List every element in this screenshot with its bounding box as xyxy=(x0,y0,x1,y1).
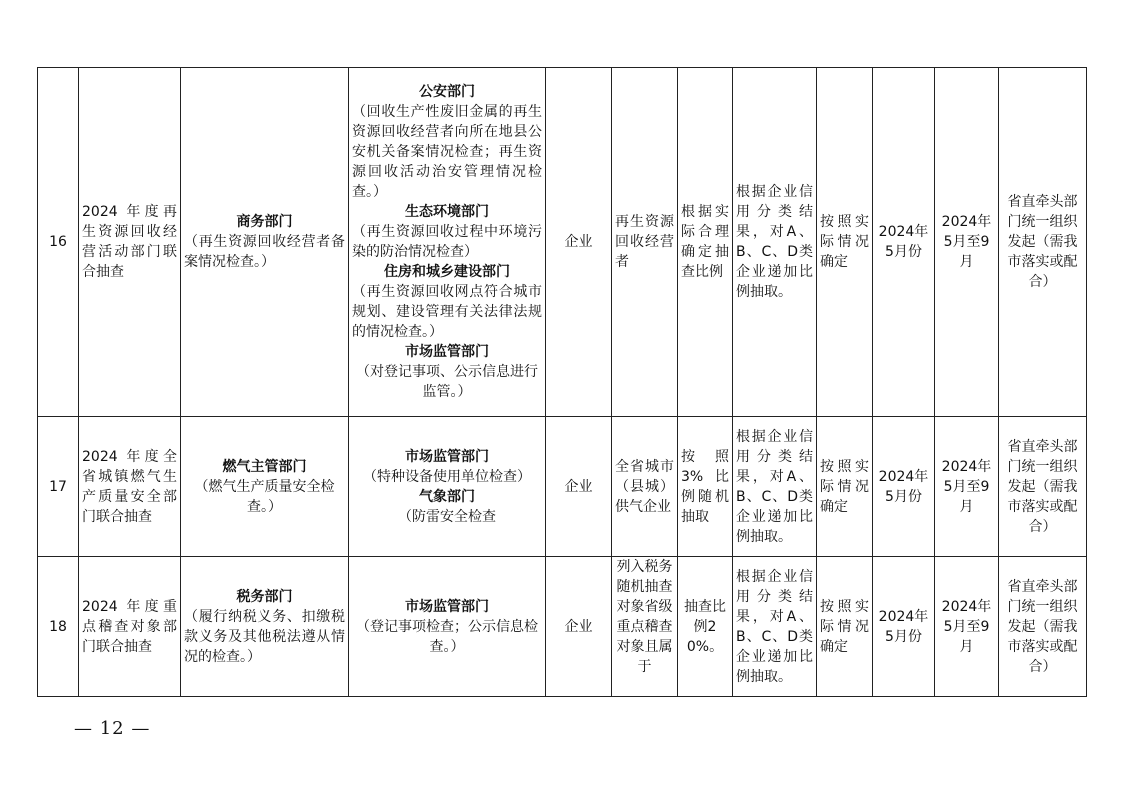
lead-department-cell xyxy=(181,417,349,557)
task-name: 2024 年度再生资源回收经营活动部门联合抽查 xyxy=(79,68,181,417)
start-time: 2024年5月份 xyxy=(873,417,935,557)
object-scope: 再生资源回收经营者 xyxy=(612,68,678,417)
object-type: 企业 xyxy=(546,417,612,557)
inspection-method: 根据企业信用分类结果，对A、B、C、D类企业递加比例抽取。 xyxy=(733,417,817,557)
inspection-frequency: 按照实际情况确定 xyxy=(817,68,873,417)
inspection-period: 2024年5月至9月 xyxy=(935,557,999,697)
task-name: 2024 年度全省城镇燃气生产质量安全部门联合抽查 xyxy=(79,417,181,557)
start-time: 2024年5月份 xyxy=(873,68,935,417)
table-row xyxy=(38,557,1087,697)
lead-department-note: （燃气生产质量安全检查。） xyxy=(194,478,335,515)
coop-department-note: （登记事项检查；公示信息检查。） xyxy=(356,618,538,655)
remark: 省直牵头部门统一组织发起（需我市落实或配合） xyxy=(999,68,1087,417)
table-row xyxy=(38,417,1087,557)
lead-department: 税务部门 xyxy=(236,588,293,605)
inspection-table xyxy=(37,67,1087,697)
lead-department-cell xyxy=(181,557,349,697)
coop-department-note: （特种设备使用单位检查） xyxy=(363,468,531,485)
inspection-method: 根据企业信用分类结果，对A、B、C、D类企业递加比例抽取。 xyxy=(733,557,817,697)
coop-department: 市场监管部门 xyxy=(405,448,489,465)
inspection-period: 2024年5月至9月 xyxy=(935,68,999,417)
coop-department-note: （防雷安全检查 xyxy=(398,508,496,525)
object-type: 企业 xyxy=(546,557,612,697)
inspection-ratio: 抽查比例20%。 xyxy=(678,557,733,697)
cooperating-departments-cell xyxy=(349,557,546,697)
inspection-frequency: 按照实际情况确定 xyxy=(817,417,873,557)
coop-department: 公安部门 xyxy=(419,84,475,100)
coop-department: 气象部门 xyxy=(419,488,475,505)
start-time: 2024年5月份 xyxy=(873,557,935,697)
task-name: 2024 年度重点稽查对象部门联合抽查 xyxy=(79,557,181,697)
page-number: — 12 — xyxy=(74,718,151,739)
coop-department-note: （对登记事项、公示信息进行监管。） xyxy=(356,364,538,400)
coop-department-note: （再生资源回收网点符合城市规划、建设管理有关法律法规的情况检查。） xyxy=(352,284,542,340)
lead-department: 燃气主管部门 xyxy=(222,458,307,475)
coop-department: 住房和城乡建设部门 xyxy=(384,264,510,280)
cooperating-departments-cell xyxy=(349,417,546,557)
row-number: 17 xyxy=(38,417,79,557)
object-scope: 全省城市（县城）供气企业 xyxy=(612,417,678,557)
inspection-frequency: 按照实际情况确定 xyxy=(817,557,873,697)
row-number: 18 xyxy=(38,557,79,697)
lead-department-note: （履行纳税义务、扣缴税款义务及其他税法遵从情况的检查。） xyxy=(184,608,345,665)
table-row xyxy=(38,68,1087,417)
object-type: 企业 xyxy=(546,68,612,417)
remark: 省直牵头部门统一组织发起（需我市落实或配合） xyxy=(999,557,1087,697)
lead-department: 商务部门 xyxy=(236,214,293,230)
coop-department-note: （再生资源回收过程中环境污染的防治情况检查） xyxy=(352,224,542,260)
coop-department: 市场监管部门 xyxy=(405,598,489,615)
coop-department-note: （回收生产性废旧金属的再生资源回收经营者向所在地县公安机关备案情况检查；再生资源回收活动治安管理情况检查。） xyxy=(352,104,542,200)
inspection-ratio: 按照3%比例随机抽取 xyxy=(678,417,733,557)
inspection-method: 根据企业信用分类结果，对A、B、C、D类企业递加比例抽取。 xyxy=(733,68,817,417)
lead-department-note: （再生资源回收经营者备案情况检查。） xyxy=(184,234,345,270)
object-scope: 列入税务随机抽查对象省级重点稽查对象且属于 xyxy=(616,559,673,675)
coop-department: 生态环境部门 xyxy=(405,204,489,220)
lead-department-cell xyxy=(181,68,349,417)
remark: 省直牵头部门统一组织发起（需我市落实或配合） xyxy=(999,417,1087,557)
inspection-period: 2024年5月至9月 xyxy=(935,417,999,557)
object-scope-cell xyxy=(612,557,678,697)
coop-department: 市场监管部门 xyxy=(405,344,489,360)
cooperating-departments-cell xyxy=(349,68,546,417)
row-number: 16 xyxy=(38,68,79,417)
inspection-ratio: 根据实际合理确定抽查比例 xyxy=(678,68,733,417)
